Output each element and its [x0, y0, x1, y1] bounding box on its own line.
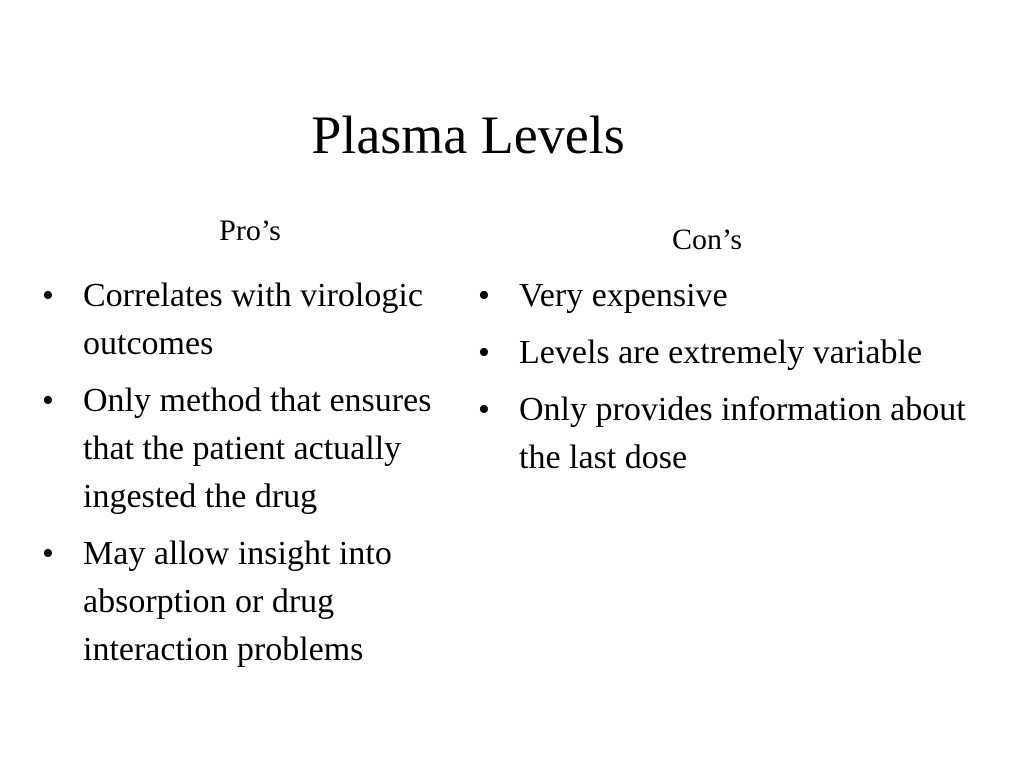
pros-item — [42, 272, 462, 368]
cons-list — [478, 272, 978, 491]
bullet-icon: • — [478, 334, 490, 371]
cons-item — [478, 272, 978, 320]
pros-list — [42, 272, 462, 683]
bullet-icon: • — [42, 277, 54, 314]
pros-item-text: Correlates with virologic outcomes — [83, 277, 423, 362]
cons-item-text: Only provides information about the last dose — [519, 391, 966, 476]
pros-heading: Pro’s — [219, 214, 281, 247]
bullet-icon: • — [478, 277, 490, 314]
pros-item-text: Only method that ensures that the patient actually ingested the drug — [83, 382, 432, 515]
cons-item — [478, 329, 978, 377]
slide-title: Plasma Levels — [311, 105, 625, 165]
bullet-icon: • — [478, 391, 490, 428]
bullet-icon: • — [42, 382, 54, 419]
pros-item — [42, 530, 462, 674]
cons-item-text: Levels are extremely variable — [519, 334, 923, 371]
pros-item-text: May allow insight into absorption or drug interaction problems — [83, 535, 392, 668]
cons-item-text: Very expensive — [519, 277, 728, 314]
bullet-icon: • — [42, 535, 54, 572]
cons-heading: Con’s — [671, 223, 743, 256]
cons-item — [478, 386, 978, 482]
pros-item — [42, 377, 462, 521]
